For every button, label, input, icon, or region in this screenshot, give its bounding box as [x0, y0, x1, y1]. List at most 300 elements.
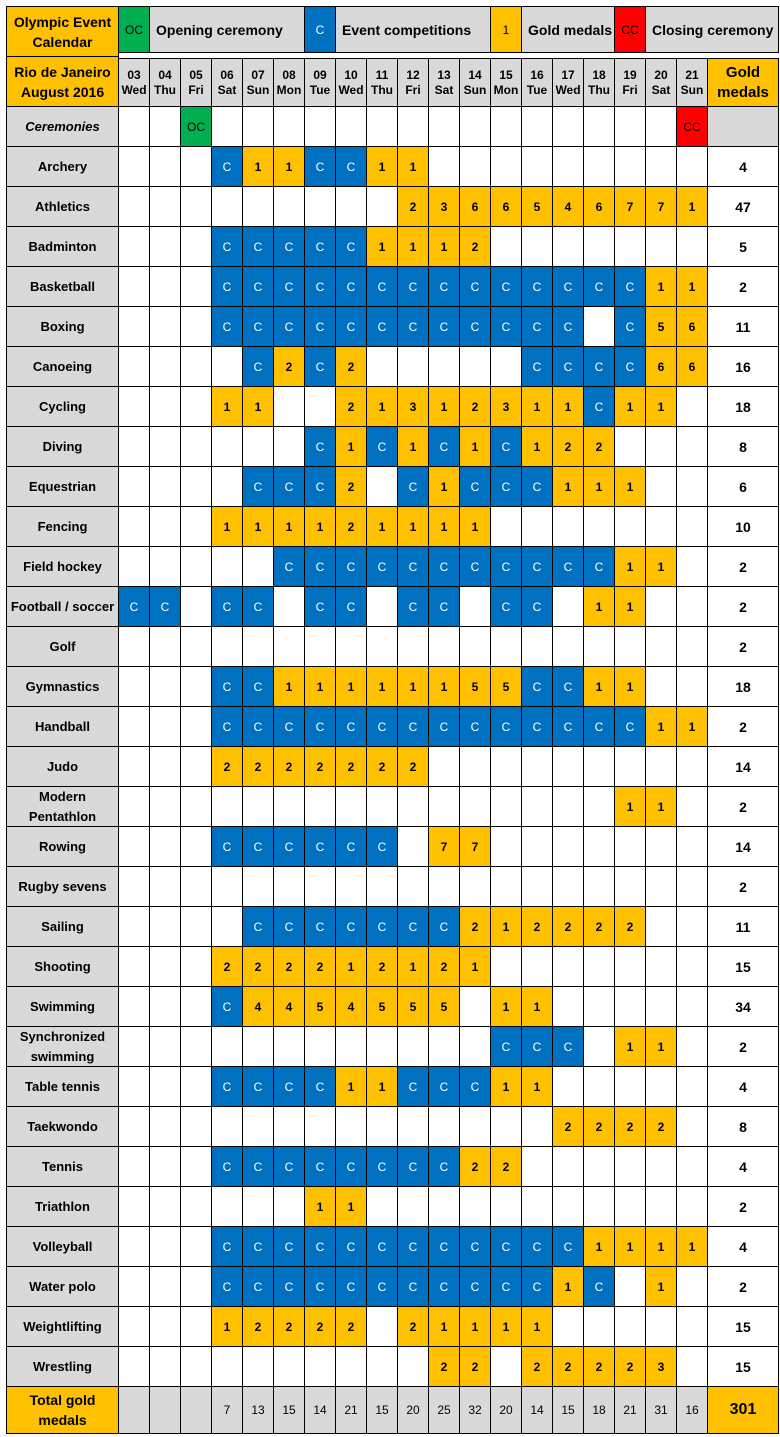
gold-medal-cell: 2 [459, 226, 491, 267]
day-header-line: Thu [371, 82, 393, 97]
gold-medal-cell: 1 [490, 1066, 522, 1107]
gold-medal-cell: 2 [304, 746, 336, 787]
competition-cell: C [490, 706, 522, 747]
competition-cell: C [242, 586, 274, 627]
empty-cell [428, 1026, 460, 1067]
empty-cell [211, 466, 243, 507]
competition-cell: C [211, 666, 243, 707]
sport-name-line: Archery [37, 158, 88, 174]
empty-cell [521, 1106, 553, 1147]
day-header [118, 58, 150, 107]
empty-cell [149, 1226, 181, 1267]
competition-cell: C [304, 706, 336, 747]
empty-cell [366, 1306, 398, 1347]
sport-name [6, 986, 119, 1027]
daily-gold-total: 15 [366, 1386, 398, 1434]
sport-gold-total: 4 [707, 146, 779, 187]
empty-cell [149, 226, 181, 267]
empty-cell [614, 746, 646, 787]
sport-gold-total: 2 [707, 626, 779, 667]
empty-cell [676, 986, 708, 1027]
empty-cell [180, 266, 212, 307]
empty-cell [149, 1026, 181, 1067]
gold-medal-cell: 1 [676, 266, 708, 307]
empty-cell [180, 1346, 212, 1387]
day-header-line: 18 [592, 67, 606, 82]
empty-cell [676, 466, 708, 507]
sport-name-lines [41, 918, 84, 936]
sport-name [6, 586, 119, 627]
competition-cell: C [242, 226, 274, 267]
gold-medal-cell: 3 [645, 1346, 677, 1387]
competition-cell: C [490, 586, 522, 627]
competition-cell: C [366, 906, 398, 947]
empty-cell [676, 626, 708, 667]
competition-cell: C [552, 346, 584, 387]
gold-medal-cell: 2 [211, 746, 243, 787]
empty-cell [490, 746, 522, 787]
competition-cell: C [366, 1146, 398, 1187]
empty-cell [552, 1186, 584, 1227]
empty-cell [428, 626, 460, 667]
sport-gold-total: 34 [707, 986, 779, 1027]
sport-name-line: Football / soccer [10, 598, 115, 614]
day-header [397, 58, 429, 107]
empty-cell [583, 306, 615, 347]
competition-cell: C [459, 1226, 491, 1267]
competition-cell: C [521, 666, 553, 707]
empty-cell [676, 546, 708, 587]
gold-medal-cell: 2 [211, 946, 243, 987]
empty-cell [490, 826, 522, 867]
empty-cell [118, 986, 150, 1027]
legend-label: Opening ceremony [149, 6, 305, 53]
gold-medal-cell: 5 [366, 986, 398, 1027]
empty-cell [583, 1026, 615, 1067]
daily-gold-total: 15 [552, 1386, 584, 1434]
sport-name-lines [18, 878, 106, 896]
empty-cell [180, 906, 212, 947]
empty-cell [521, 226, 553, 267]
empty-cell [676, 666, 708, 707]
gold-medal-cell: 1 [211, 386, 243, 427]
day-header-line: Wed [555, 82, 581, 97]
ceremony-cell [583, 106, 615, 147]
day-header-lines [464, 68, 487, 98]
gold-medal-cell: 1 [242, 386, 274, 427]
gold-medal-cell: 1 [211, 1306, 243, 1347]
day-header [676, 58, 708, 107]
competition-cell: C [304, 1066, 336, 1107]
day-header [304, 58, 336, 107]
competition-cell: C [397, 1146, 429, 1187]
gold-medal-cell: 2 [304, 946, 336, 987]
gold-medal-cell: 2 [583, 426, 615, 467]
empty-cell [459, 746, 491, 787]
gold-medal-cell: 2 [366, 946, 398, 987]
day-header-lines [218, 68, 237, 98]
empty-cell [583, 786, 615, 827]
gold-medal-cell: 4 [242, 986, 274, 1027]
empty-cell [149, 346, 181, 387]
daily-gold-total: 31 [645, 1386, 677, 1434]
empty-cell [211, 866, 243, 907]
empty-cell [521, 1146, 553, 1187]
gold-medal-cell: 1 [676, 1226, 708, 1267]
day-header-line: 10 [344, 67, 358, 82]
empty-cell [149, 386, 181, 427]
sport-name [6, 226, 119, 267]
gold-medal-cell: 1 [552, 1266, 584, 1307]
gold-medal-cell: 2 [242, 946, 274, 987]
empty-cell [645, 1306, 677, 1347]
empty-cell [552, 1066, 584, 1107]
gold-medal-cell: 2 [397, 746, 429, 787]
gold-medal-cell: 1 [490, 1306, 522, 1347]
empty-cell [583, 1066, 615, 1107]
legend-key: OC [118, 6, 150, 53]
empty-cell [118, 1026, 150, 1067]
gold-medal-cell: 2 [428, 1346, 460, 1387]
day-header-line: 04 [158, 67, 172, 82]
empty-cell [645, 946, 677, 987]
empty-cell [335, 1026, 367, 1067]
day-header-lines [681, 68, 704, 98]
ceremony-cell [397, 106, 429, 147]
day-header-line: Fri [188, 82, 204, 97]
empty-cell [149, 826, 181, 867]
gold-medal-cell: 2 [459, 1146, 491, 1187]
competition-cell: C [335, 906, 367, 947]
empty-cell [149, 866, 181, 907]
gold-medal-cell: 1 [335, 1066, 367, 1107]
empty-cell [490, 786, 522, 827]
sport-name-line: Rowing [39, 838, 86, 854]
empty-cell [273, 186, 305, 227]
competition-cell: C [304, 586, 336, 627]
empty-cell [645, 906, 677, 947]
day-header [335, 58, 367, 107]
gold-medal-cell: 1 [614, 546, 646, 587]
day-header [459, 58, 491, 107]
empty-cell [273, 426, 305, 467]
empty-cell [490, 226, 522, 267]
competition-cell: C [273, 266, 305, 307]
empty-cell [614, 946, 646, 987]
day-header-line: Tue [526, 82, 548, 97]
sport-name-line: Shooting [34, 958, 91, 974]
competition-cell: C [490, 266, 522, 307]
empty-cell [521, 866, 553, 907]
competition-cell: C [490, 1266, 522, 1307]
empty-cell [118, 1106, 150, 1147]
competition-cell: C [211, 706, 243, 747]
legend-key: 1 [490, 6, 522, 53]
competition-cell: C [304, 146, 336, 187]
gold-medal-cell: 1 [428, 506, 460, 547]
competition-cell: C [118, 586, 150, 627]
competition-cell: C [490, 1026, 522, 1067]
competition-cell: C [242, 666, 274, 707]
empty-cell [459, 626, 491, 667]
empty-cell [645, 746, 677, 787]
empty-cell [335, 186, 367, 227]
day-header [552, 58, 584, 107]
competition-cell: C [552, 306, 584, 347]
empty-cell [645, 986, 677, 1027]
daily-gold-total: 7 [211, 1386, 243, 1434]
sport-gold-total: 4 [707, 1146, 779, 1187]
gold-medal-cell: 1 [459, 946, 491, 987]
gold-medal-cell: 5 [397, 986, 429, 1027]
empty-cell [676, 906, 708, 947]
competition-cell: C [335, 826, 367, 867]
empty-cell [490, 506, 522, 547]
sport-name [6, 1066, 119, 1107]
daily-gold-total: 16 [676, 1386, 708, 1434]
gold-medals-header-line: medals [717, 83, 769, 101]
ceremonies-gold-cell [707, 106, 779, 147]
competition-cell: C [366, 306, 398, 347]
sport-name [6, 1266, 119, 1307]
sport-name [6, 306, 119, 347]
competition-cell: C [273, 706, 305, 747]
gold-medal-cell: 1 [397, 426, 429, 467]
empty-cell [552, 506, 584, 547]
competition-cell: C [335, 546, 367, 587]
ceremonies-label: Ceremonies [6, 106, 119, 147]
sport-name [6, 706, 119, 747]
sport-name-line: Judo [46, 758, 79, 774]
competition-cell: C [211, 586, 243, 627]
empty-cell [366, 786, 398, 827]
competition-cell: C [397, 706, 429, 747]
empty-cell [180, 1306, 212, 1347]
sport-name [6, 266, 119, 307]
sport-name-line: Pentathlon [28, 808, 97, 824]
sport-name-lines [35, 718, 90, 736]
empty-cell [118, 186, 150, 227]
sport-name-lines [11, 598, 114, 616]
empty-cell [552, 986, 584, 1027]
empty-cell [583, 506, 615, 547]
competition-cell: C [490, 466, 522, 507]
empty-cell [242, 1346, 274, 1387]
gold-medal-cell: 2 [273, 946, 305, 987]
competition-cell: C [242, 266, 274, 307]
gold-medal-cell: 2 [397, 186, 429, 227]
day-header [490, 58, 522, 107]
sport-name-lines [26, 678, 100, 696]
calendar-subtitle-line: Rio de Janeiro [14, 63, 111, 80]
gold-medal-cell: 1 [614, 386, 646, 427]
sport-gold-total: 8 [707, 1106, 779, 1147]
empty-cell [645, 626, 677, 667]
gold-medal-cell: 1 [521, 1066, 553, 1107]
daily-gold-total [149, 1386, 181, 1434]
gold-medal-cell: 2 [304, 1306, 336, 1347]
gold-medal-cell: 2 [645, 1106, 677, 1147]
gold-medal-cell: 2 [366, 746, 398, 787]
daily-gold-total: 32 [459, 1386, 491, 1434]
sport-name [6, 506, 119, 547]
empty-cell [149, 1346, 181, 1387]
gold-medal-cell: 3 [428, 186, 460, 227]
competition-cell: C [552, 546, 584, 587]
sport-name-lines [33, 358, 92, 376]
gold-medal-cell: 1 [645, 1226, 677, 1267]
empty-cell [180, 946, 212, 987]
empty-cell [490, 866, 522, 907]
empty-cell [366, 466, 398, 507]
empty-cell [490, 946, 522, 987]
gold-medal-cell: 1 [366, 386, 398, 427]
gold-medals-header [707, 58, 779, 107]
empty-cell [583, 226, 615, 267]
day-header-lines [338, 68, 363, 98]
day-header-lines [121, 68, 146, 98]
gold-medal-cell: 5 [428, 986, 460, 1027]
competition-cell: C [273, 306, 305, 347]
competition-cell: C [397, 306, 429, 347]
ceremony-cell [614, 106, 646, 147]
sport-name-line: Canoeing [32, 358, 93, 374]
gold-medal-cell: 2 [583, 906, 615, 947]
ceremony-cell [645, 106, 677, 147]
empty-cell [211, 1186, 243, 1227]
sport-name-lines [43, 438, 83, 456]
empty-cell [304, 186, 336, 227]
legend-key: CC [614, 6, 646, 53]
empty-cell [583, 746, 615, 787]
day-header-lines [154, 68, 176, 98]
gold-medal-cell: 6 [490, 186, 522, 227]
empty-cell [180, 666, 212, 707]
gold-medal-cell: 2 [552, 1106, 584, 1147]
competition-cell: C [335, 1146, 367, 1187]
day-header-line: Sun [680, 82, 704, 97]
calendar-subtitle-line: August 2016 [20, 83, 105, 100]
ceremony-cell [428, 106, 460, 147]
competition-cell: C [273, 226, 305, 267]
day-header [583, 58, 615, 107]
ceremony-cell: CC [676, 106, 708, 147]
empty-cell [211, 546, 243, 587]
day-header-line: 06 [220, 67, 234, 82]
daily-gold-total: 13 [242, 1386, 274, 1434]
sport-name-line: Fencing [37, 518, 88, 534]
empty-cell [583, 1186, 615, 1227]
empty-cell [180, 146, 212, 187]
empty-cell [583, 826, 615, 867]
competition-cell: C [273, 546, 305, 587]
empty-cell [118, 1306, 150, 1347]
empty-cell [118, 1346, 150, 1387]
empty-cell [366, 1106, 398, 1147]
day-header-line: 17 [561, 67, 575, 82]
empty-cell [583, 146, 615, 187]
competition-cell: C [521, 1226, 553, 1267]
sport-name-line: Weightlifting [23, 1318, 102, 1334]
empty-cell [242, 1186, 274, 1227]
competition-cell: C [304, 1266, 336, 1307]
empty-cell [180, 186, 212, 227]
empty-cell [459, 1026, 491, 1067]
empty-cell [676, 1266, 708, 1307]
competition-cell: C [242, 1266, 274, 1307]
gold-medal-cell: 1 [490, 986, 522, 1027]
sport-name [6, 1306, 119, 1347]
competition-cell: C [428, 706, 460, 747]
day-header-line: Sat [651, 82, 671, 97]
gold-medal-cell: 1 [552, 386, 584, 427]
gold-medals-header-lines [717, 63, 769, 103]
sport-name-line: Modern [39, 788, 86, 804]
sport-name [6, 786, 119, 827]
empty-cell [428, 746, 460, 787]
empty-cell [490, 1346, 522, 1387]
day-header-line: Sat [217, 82, 237, 97]
empty-cell [242, 426, 274, 467]
day-header [242, 58, 274, 107]
empty-cell [149, 1066, 181, 1107]
competition-cell: C [242, 906, 274, 947]
day-header-lines [527, 68, 547, 98]
calendar-title-line: Calendar [32, 33, 93, 50]
day-header-line: Thu [588, 82, 610, 97]
empty-cell [149, 546, 181, 587]
empty-cell [459, 866, 491, 907]
competition-cell: C [397, 1226, 429, 1267]
daily-gold-total: 20 [490, 1386, 522, 1434]
gold-medal-cell: 2 [335, 346, 367, 387]
empty-cell [676, 226, 708, 267]
empty-cell [180, 826, 212, 867]
gold-medal-cell: 1 [335, 666, 367, 707]
sport-name-line: Diving [42, 438, 83, 454]
day-header-line: Sun [463, 82, 487, 97]
empty-cell [149, 786, 181, 827]
competition-cell: C [335, 306, 367, 347]
empty-cell [118, 1146, 150, 1187]
empty-cell [118, 546, 150, 587]
competition-cell: C [552, 706, 584, 747]
ceremony-cell [149, 106, 181, 147]
competition-cell: C [614, 706, 646, 747]
empty-cell [521, 946, 553, 987]
daily-gold-total: 15 [273, 1386, 305, 1434]
empty-cell [676, 146, 708, 187]
empty-cell [490, 146, 522, 187]
day-header [521, 58, 553, 107]
empty-cell [180, 546, 212, 587]
gold-medal-cell: 3 [397, 386, 429, 427]
empty-cell [149, 466, 181, 507]
competition-cell: C [335, 706, 367, 747]
empty-cell [180, 306, 212, 347]
competition-cell: C [304, 1146, 336, 1187]
sport-name [6, 346, 119, 387]
sport-name-line: Badminton [28, 238, 97, 254]
ceremony-cell [459, 106, 491, 147]
empty-cell [180, 426, 212, 467]
gold-medals-header-line: Gold [725, 63, 761, 81]
empty-cell [490, 346, 522, 387]
empty-cell [521, 826, 553, 867]
empty-cell [459, 346, 491, 387]
empty-cell [583, 1306, 615, 1347]
empty-cell [118, 706, 150, 747]
